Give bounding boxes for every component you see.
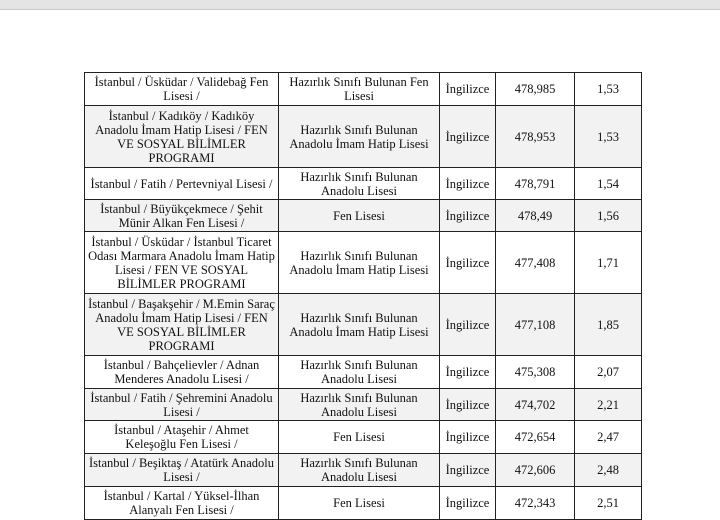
score-cell: 474,702: [496, 389, 575, 421]
school-cell: İstanbul / Bahçelievler / Adnan Menderes Anadolu Lisesi /: [85, 356, 279, 389]
language-cell: İngilizce: [440, 454, 496, 487]
school-cell: İstanbul / Ataşehir / Ahmet Keleşoğlu Fen Lisesi /: [85, 421, 279, 454]
score-cell: 475,308: [496, 356, 575, 389]
language-cell: İngilizce: [440, 294, 496, 356]
percentile-cell: 1,53: [575, 106, 642, 168]
language-cell: İngilizce: [440, 200, 496, 232]
program-cell: Hazırlık Sınıfı Bulunan Anadolu İmam Hatip Lisesi: [279, 294, 440, 356]
program-cell: Hazırlık Sınıfı Bulunan Anadolu Lisesi: [279, 356, 440, 389]
program-cell: Hazırlık Sınıfı Bulunan Anadolu Lisesi: [279, 389, 440, 421]
percentile-cell: 2,47: [575, 421, 642, 454]
table-row: [85, 232, 642, 294]
school-cell: İstanbul / Kadıköy / Kadıköy Anadolu İmam Hatip Lisesi / FEN VE SOSYAL BİLİMLER PROGRAMI: [85, 106, 279, 168]
language-cell: İngilizce: [440, 106, 496, 168]
school-cell: İstanbul / Kartal / Yüksel-İlhan Alanyalı Fen Lisesi /: [85, 487, 279, 520]
program-cell: Fen Lisesi: [279, 487, 440, 520]
table-row: [85, 356, 642, 389]
percentile-cell: 1,71: [575, 232, 642, 294]
table-row: [85, 106, 642, 168]
score-cell: 478,49: [496, 200, 575, 232]
percentile-cell: 1,53: [575, 73, 642, 106]
language-cell: İngilizce: [440, 421, 496, 454]
score-cell: 477,108: [496, 294, 575, 356]
percentile-cell: 2,51: [575, 487, 642, 520]
school-cell: İstanbul / Beşiktaş / Atatürk Anadolu Lisesi /: [85, 454, 279, 487]
school-cell: İstanbul / Büyükçekmece / Şehit Münir Alkan Fen Lisesi /: [85, 200, 279, 232]
program-cell: Hazırlık Sınıfı Bulunan Anadolu Lisesi: [279, 454, 440, 487]
school-cell: İstanbul / Üsküdar / Validebağ Fen Lisesi /: [85, 73, 279, 106]
score-cell: 472,654: [496, 421, 575, 454]
table-row: [85, 73, 642, 106]
language-cell: İngilizce: [440, 487, 496, 520]
score-cell: 478,953: [496, 106, 575, 168]
language-cell: İngilizce: [440, 232, 496, 294]
score-cell: 472,343: [496, 487, 575, 520]
percentile-cell: 1,54: [575, 168, 642, 200]
viewer-top-bar: [0, 0, 720, 10]
school-cell: İstanbul / Fatih / Pertevniyal Lisesi /: [85, 168, 279, 200]
school-cell: İstanbul / Fatih / Şehremini Anadolu Lisesi /: [85, 389, 279, 421]
school-cell: İstanbul / Üsküdar / İstanbul Ticaret Odası Marmara Anadolu İmam Hatip Lisesi / FEN VE SOSYAL BİLİMLER PROGRAMI: [85, 232, 279, 294]
score-cell: 472,606: [496, 454, 575, 487]
table-row: [85, 454, 642, 487]
language-cell: İngilizce: [440, 389, 496, 421]
percentile-cell: 2,48: [575, 454, 642, 487]
percentile-cell: 2,21: [575, 389, 642, 421]
program-cell: Fen Lisesi: [279, 200, 440, 232]
score-cell: 477,408: [496, 232, 575, 294]
table-row: [85, 389, 642, 421]
program-cell: Hazırlık Sınıfı Bulunan Fen Lisesi: [279, 73, 440, 106]
language-cell: İngilizce: [440, 356, 496, 389]
percentile-cell: 2,07: [575, 356, 642, 389]
percentile-cell: 1,85: [575, 294, 642, 356]
table-row: [85, 294, 642, 356]
table-row: [85, 487, 642, 520]
score-cell: 478,985: [496, 73, 575, 106]
score-cell: 478,791: [496, 168, 575, 200]
table-row: [85, 421, 642, 454]
program-cell: Hazırlık Sınıfı Bulunan Anadolu İmam Hatip Lisesi: [279, 106, 440, 168]
document-page: [0, 10, 720, 517]
program-cell: Fen Lisesi: [279, 421, 440, 454]
program-cell: Hazırlık Sınıfı Bulunan Anadolu İmam Hatip Lisesi: [279, 232, 440, 294]
table-row: [85, 168, 642, 200]
school-scores-table: [84, 72, 642, 520]
language-cell: İngilizce: [440, 73, 496, 106]
program-cell: Hazırlık Sınıfı Bulunan Anadolu Lisesi: [279, 168, 440, 200]
school-cell: İstanbul / Başakşehir / M.Emin Saraç Anadolu İmam Hatip Lisesi / FEN VE SOSYAL BİLİMLER PROGRAMI: [85, 294, 279, 356]
table-row: [85, 200, 642, 232]
percentile-cell: 1,56: [575, 200, 642, 232]
language-cell: İngilizce: [440, 168, 496, 200]
